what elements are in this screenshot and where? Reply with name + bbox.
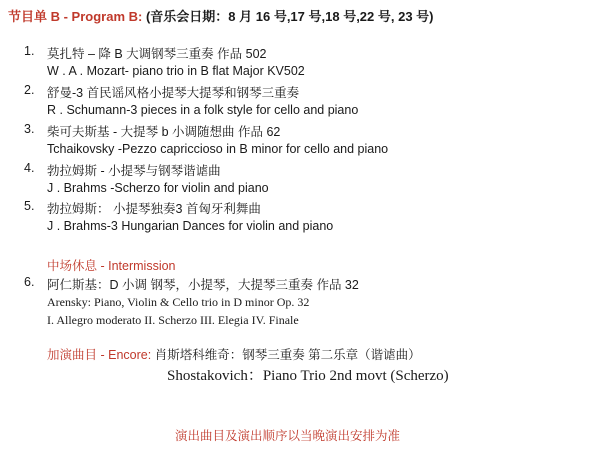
item-title-en: Tchaikovsky -Pezzo capriccioso in B minor for cello and piano: [47, 142, 389, 156]
item-number: 6.: [24, 275, 35, 289]
encore-label-cn: 加演曲目: [47, 348, 98, 362]
encore-line: [47, 345, 421, 363]
item-number: 2.: [24, 83, 35, 97]
encore-title-cn: 肖斯塔科维奇：钢琴三重奏 第二乐章（谐谑曲）: [154, 348, 421, 362]
item-title-cn: 舒曼-3 首民谣风格小提琴大提琴和钢琴三重奏: [47, 86, 300, 100]
item-title-cn: 莫扎特 – 降 B 大调钢琴三重奏 作品 502: [47, 47, 267, 61]
item-title-en: R . Schumann-3 pieces in a folk style for cello and piano: [47, 103, 359, 117]
item-title-cn: 勃拉姆斯 - 小提琴与钢琴谐谑曲: [47, 164, 221, 178]
concert-dates: (音乐会日期：8 月 16 号,17 号,18 号,22 号, 23 号): [145, 9, 434, 24]
item-number: 4.: [24, 161, 35, 175]
item-number: 1.: [24, 44, 35, 58]
intermission-en: - Intermission: [97, 259, 176, 273]
program-note: 演出曲目及演出顺序以当晚演出安排为准: [175, 429, 401, 443]
movements-list: I. Allegro moderato II. Scherzo III. Elegia IV. Finale: [47, 313, 299, 327]
program-header: [8, 6, 434, 25]
encore-title-en: Shostakovich：Piano Trio 2nd movt (Scherzo): [167, 368, 449, 384]
encore-label-en: - Encore:: [97, 348, 155, 362]
item-title-en: Arensky: Piano, Violin & Cello trio in D minor Op. 32: [47, 295, 310, 309]
item-number: 3.: [24, 122, 35, 136]
item-number: 5.: [24, 199, 35, 213]
item-title-en: W . A . Mozart- piano trio in B flat Major KV502: [47, 64, 305, 78]
item-title-en: J . Brahms-3 Hungarian Dances for violin and piano: [47, 219, 334, 233]
item-title-cn: 阿仁斯基：D 小调 钢琴，小提琴，大提琴三重奏 作品 32: [47, 278, 359, 292]
item-title-cn: 柴可夫斯基 - 大提琴 b 小调随想曲 作品 62: [47, 125, 281, 139]
item-title-cn: 勃拉姆斯： 小提琴独奏3 首匈牙利舞曲: [47, 202, 261, 216]
intermission-label: [47, 256, 176, 274]
item-title-en: J . Brahms -Scherzo for violin and piano: [47, 181, 269, 195]
program-title: 节目单 B - Program B:: [8, 9, 143, 24]
intermission-cn: 中场休息: [47, 259, 98, 273]
